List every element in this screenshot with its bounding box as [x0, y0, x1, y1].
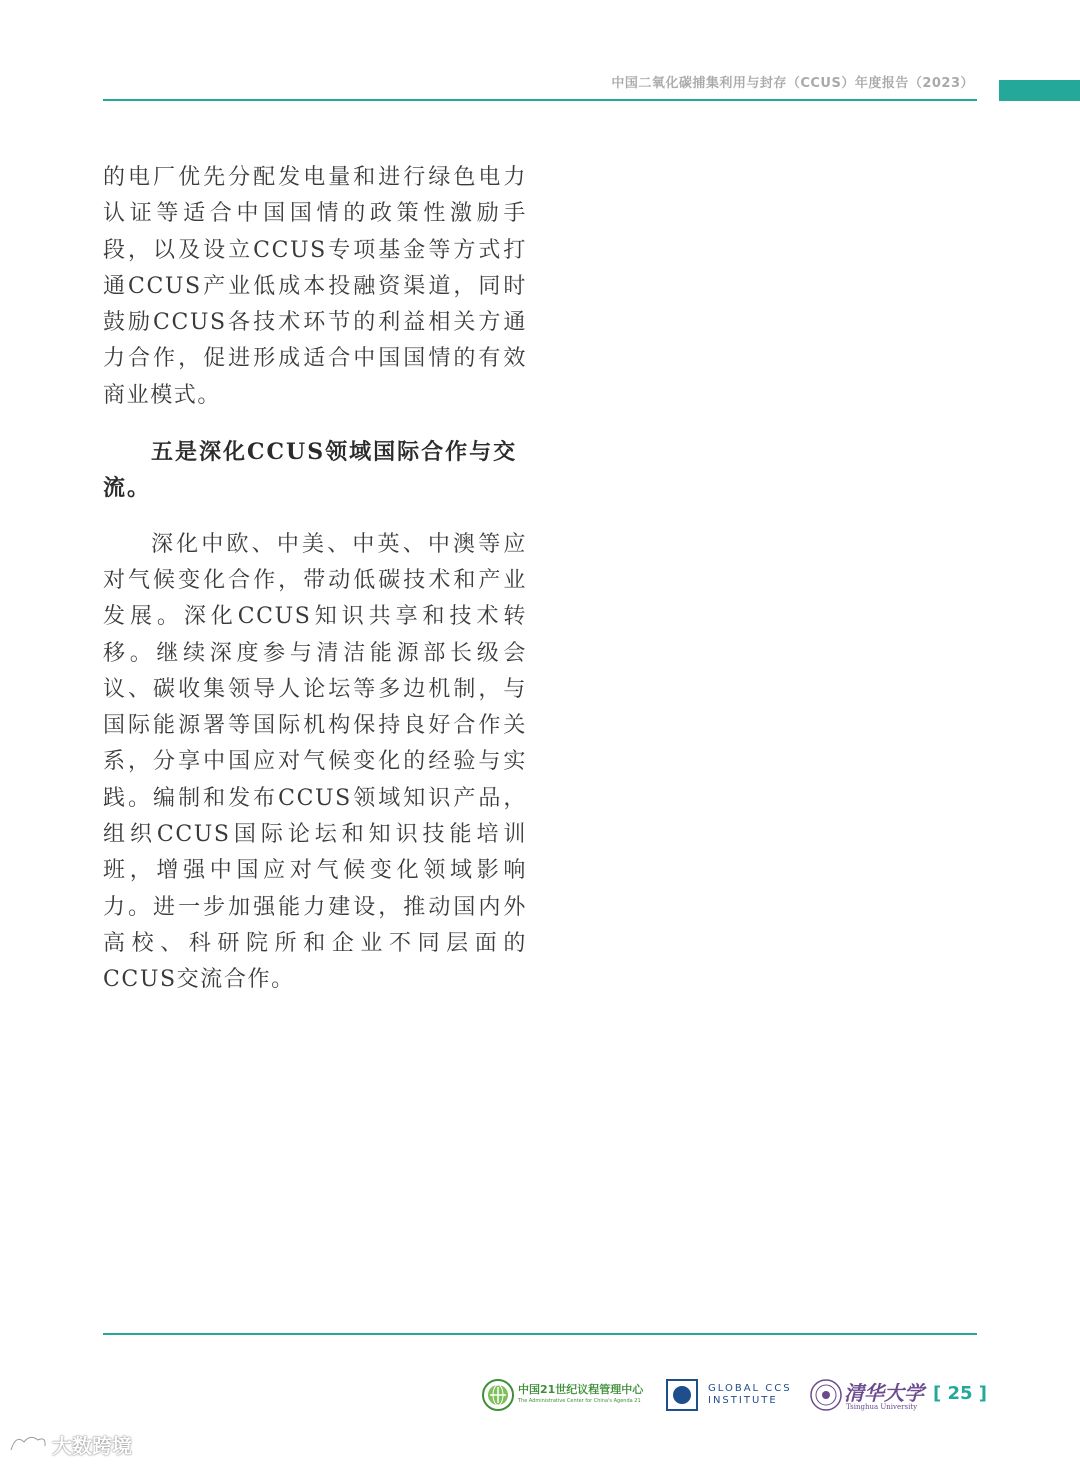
header-accent-tab [999, 80, 1080, 101]
page-number: [ 25 ] [933, 1383, 988, 1404]
body-paragraph: 深化中欧、中美、中英、中澳等应对气候变化合作，带动低碳技术和产业发展。深化CCUS知识共享和技术转移。继续深度参与清洁能源部长级会议、碳收集领导人论坛等多边机制，与国际能源署等国际机构保持良好合作关系，分享中国应对气候变化的经验与实践。编制和发布CCUS领域知识产品，组织CCUS国际论坛和知识技能培训班，增强中国应对气候变化领域影响力。进一步加强能力建设，推动国内外高校、科研院所和企业不同层面的CCUS交流合作。 [103, 531, 527, 993]
org3-name-cn: 清华大学 [844, 1381, 924, 1405]
tsinghua-seal-icon [810, 1379, 842, 1411]
org2-name-line2: INSTITUTE [708, 1395, 778, 1406]
org2-name [708, 1383, 792, 1407]
footer-rule [103, 1333, 977, 1335]
watermark-logo-icon [8, 1432, 48, 1454]
running-header-title: 中国二氧化碳捕集利用与封存（CCUS）年度报告（2023） [611, 76, 974, 91]
org3-name-en: Tsinghua University [846, 1403, 918, 1411]
org1-name-en: The Administrative Center for China's Agenda 21 [518, 1398, 641, 1404]
body-column [103, 160, 527, 999]
org2-name-line1: GLOBAL CCS [708, 1383, 792, 1394]
footer [480, 1375, 988, 1415]
section-heading: 五是深化CCUS领域国际合作与交流。 [103, 439, 518, 502]
global-ccs-logo-icon [666, 1379, 698, 1411]
body-paragraph-continued: 的电厂优先分配发电量和进行绿色电力认证等适合中国国情的政策性激励手段，以及设立CCUS专项基金等方式打通CCUS产业低成本投融资渠道，同时鼓励CCUS各技术环节的利益相关方通力合作，促进形成适合中国国情的有效商业模式。 [103, 165, 527, 408]
header-rule [103, 99, 977, 101]
org1-name-cn: 中国21世纪议程管理中心 [518, 1383, 644, 1396]
watermark-text: 大数跨境 [52, 1434, 132, 1458]
agenda21-logo-icon [482, 1379, 514, 1411]
